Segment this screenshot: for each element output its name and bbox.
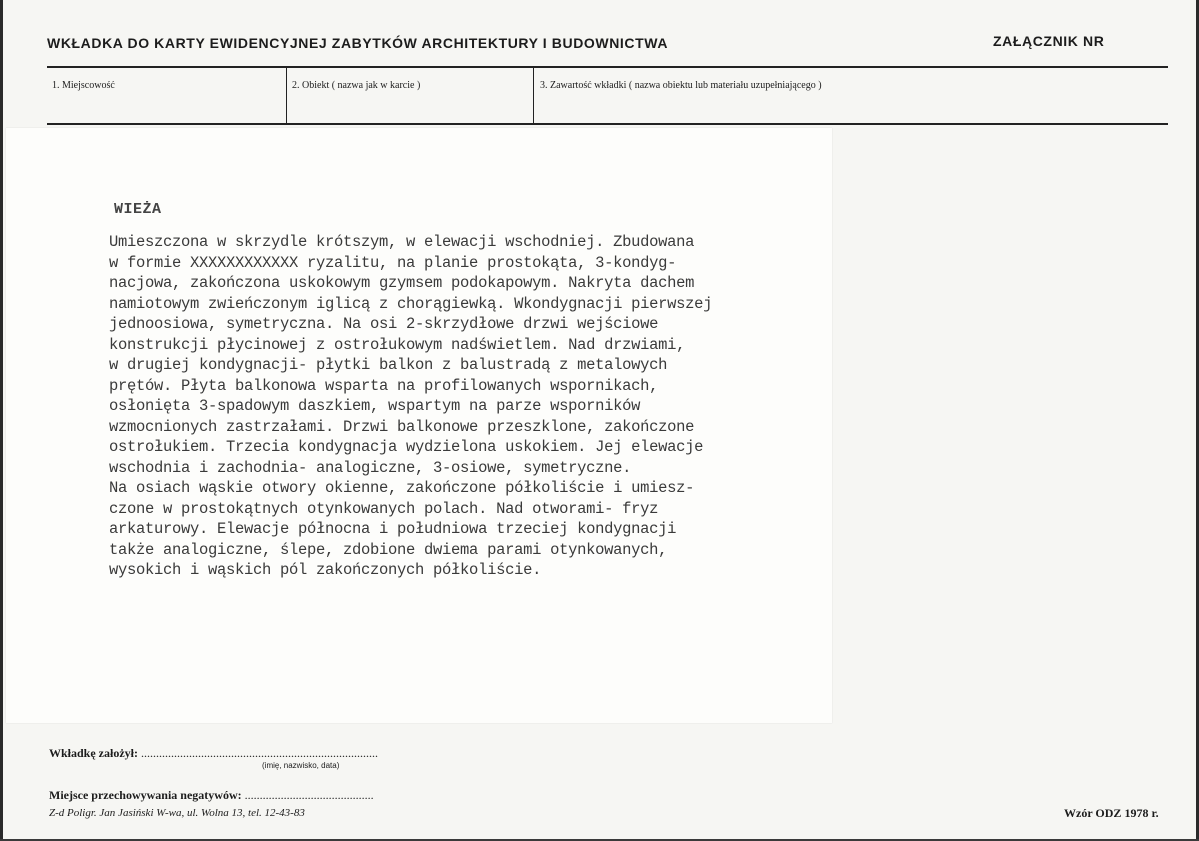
typed-line: w drugiej kondygnacji- płytki balkon z balustradą z metalowych [109,356,668,374]
annex-number-label: ZAŁĄCZNIK NR [993,33,1105,49]
negatives-dots: ........................................... [244,788,374,802]
form-number: Wzór ODZ 1978 r. [1064,806,1159,820]
typed-line: konstrukcji płycinowej z ostrołukowym nadświetlem. Nad drzwiami, [109,335,686,354]
typed-line: jednoosiowa, symetryczna. Na osi 2-skrzydłowe drzwi wejściowe [109,315,659,333]
founded-by-label: Wkładkę założył: [49,746,138,760]
typed-line: wzmocnionych zastrzałami. Drzwi balkonowe przeszklone, zakończone [109,417,695,436]
founded-by-dots: ............................................................................... [141,746,378,760]
field-locality-label: 1. Miejscowość [52,80,115,91]
typed-line: także analogiczne, ślepe, zdobione dwiema parami otynkowanych, [109,540,668,559]
typed-line: wschodnia i zachodnia- analogiczne, 3-osiowe, symetryczne. [109,458,632,477]
typed-line: arkaturowy. Elewacje północna i południowa trzeciej kondygnacji [109,520,677,538]
typed-line: prętów. Płyta balkonowa wsparta na profilowanych wspornikach, [109,376,659,395]
header-rule-top [47,66,1168,68]
field-divider-1 [286,67,287,124]
field-divider-2 [533,67,534,124]
typed-heading: WIEŻA [114,201,162,218]
field-contents-label: 3. Zawartość wkładki ( nazwa obiektu lub materiału uzupełniającego ) [540,80,822,91]
typed-line: w formie XXXXXXXXXXXX ryzalitu, na planie prostokąta, 3-kondyg- [109,253,677,272]
typed-line: namiotowym zwieńczonym iglicą z chorągiewką. Wkondygnacji pierwszej [109,294,713,313]
header-rule-bottom [47,123,1168,125]
typed-description [109,232,809,581]
typed-line: wysokich i wąskich pól zakończonych półkoliście. [109,561,542,579]
negatives-line [49,788,374,803]
typed-line: Umieszczona w skrzydle krótszym, w elewacji wschodniej. Zbudowana [109,233,695,251]
founded-by-line [49,746,378,761]
typed-line: nacjowa, zakończona uskokowym gzymsem podokapowym. Nakryta dachem [109,274,695,292]
form-title: WKŁADKA DO KARTY EWIDENCYJNEJ ZABYTKÓW ARCHITEKTURY I BUDOWNICTWA [47,35,669,51]
typed-line: ostrołukiem. Trzecia kondygnacja wydzielona uskokiem. Jej elewacje [109,438,704,456]
typed-line: czone w prostokątnych otynkowanych polach. Nad otworami- fryz [109,499,659,518]
scan-edge-left [0,0,3,841]
founded-by-hint: (imię, nazwisko, data) [262,761,340,770]
typed-line: Na osiach wąskie otwory okienne, zakończone półkoliście i umiesz- [109,479,695,497]
negatives-label: Miejsce przechowywania negatywów: [49,788,242,802]
typed-line: osłonięta 3-spadowym daszkiem, wspartym na parze wsporników [109,397,641,415]
field-object-label: 2. Obiekt ( nazwa jak w karcie ) [292,80,421,91]
printer-imprint: Z-d Poligr. Jan Jasiński W-wa, ul. Wolna 13, tel. 12-43-83 [49,807,305,819]
